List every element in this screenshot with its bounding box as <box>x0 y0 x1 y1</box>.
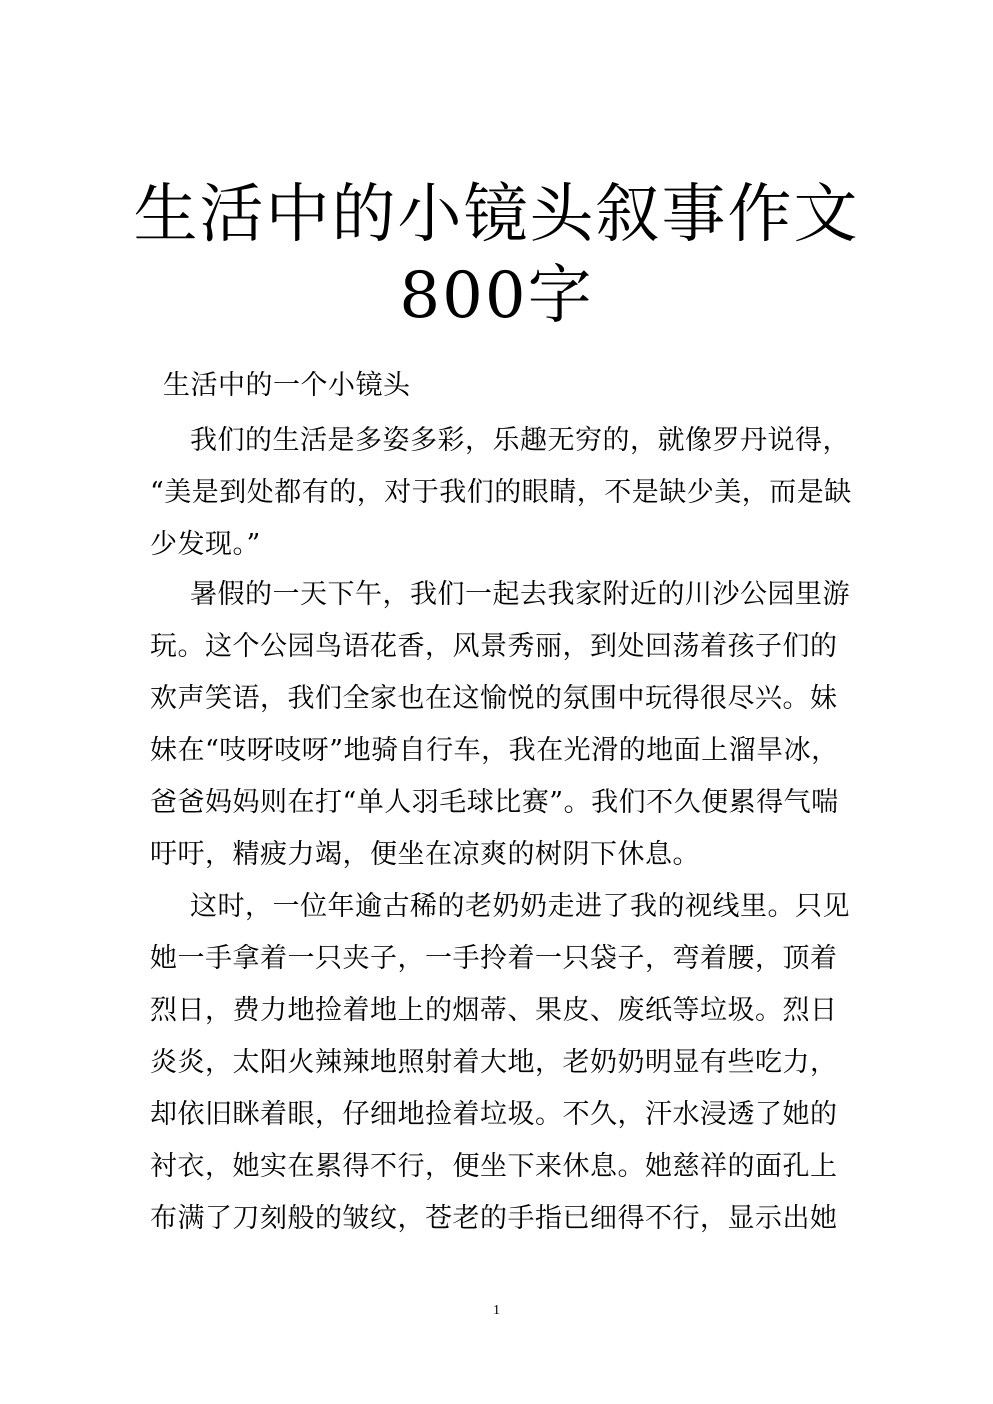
page-number: 1 <box>493 1303 500 1318</box>
section-subtitle: 生活中的一个小镜头 <box>163 370 411 401</box>
paragraph-2-line-1: 暑假的一天下午，我们一起去我家附近的川沙公园里游 <box>190 579 850 610</box>
paragraph-2-line-6: 吁吁，精疲力竭，便坐在凉爽的树阴下休息。 <box>150 839 700 870</box>
paragraph-3-line-4: 炎炎，太阳火辣辣地照射着大地，老奶奶明显有些吃力， <box>150 1047 838 1078</box>
paragraph-1-line-3: 少发现。” <box>150 529 261 560</box>
paragraph-2-line-5: 爸爸妈妈则在打“单人羽毛球比赛”。我们不久便累得气喘 <box>150 787 839 818</box>
paragraph-3-line-2: 她一手拿着一只夹子，一手拎着一只袋子，弯着腰，顶着 <box>150 943 838 974</box>
paragraph-1-line-2: “美是到处都有的，对于我们的眼睛，不是缺少美，而是缺 <box>150 477 852 508</box>
paragraph-1-line-1: 我们的生活是多姿多彩，乐趣无穷的，就像罗丹说得， <box>190 425 850 456</box>
document-title-line-1: 生活中的小镜头叙事作文 <box>133 178 860 252</box>
paragraph-2-line-4: 妹在“吱呀吱呀”地骑自行车，我在光滑的地面上溜旱冰， <box>150 735 839 766</box>
paragraph-3-line-5: 却依旧眯着眼，仔细地捡着垃圾。不久，汗水浸透了她的 <box>150 1099 838 1130</box>
paragraph-3-line-3: 烈日，费力地捡着地上的烟蒂、果皮、废纸等垃圾。烈日 <box>150 995 838 1026</box>
document-title-line-2: 800字 <box>399 259 594 333</box>
paragraph-2-line-2: 玩。这个公园鸟语花香，风景秀丽，到处回荡着孩子们的 <box>150 631 838 662</box>
paragraph-3-line-6: 衬衣，她实在累得不行，便坐下来休息。她慈祥的面孔上 <box>150 1151 838 1182</box>
paragraph-3-line-7: 布满了刀刻般的皱纹，苍老的手指已细得不行，显示出她 <box>150 1203 838 1234</box>
paragraph-3-line-1: 这时，一位年逾古稀的老奶奶走进了我的视线里。只见 <box>190 891 850 922</box>
paragraph-2-line-3: 欢声笑语，我们全家也在这愉悦的氛围中玩得很尽兴。妹 <box>150 683 838 714</box>
